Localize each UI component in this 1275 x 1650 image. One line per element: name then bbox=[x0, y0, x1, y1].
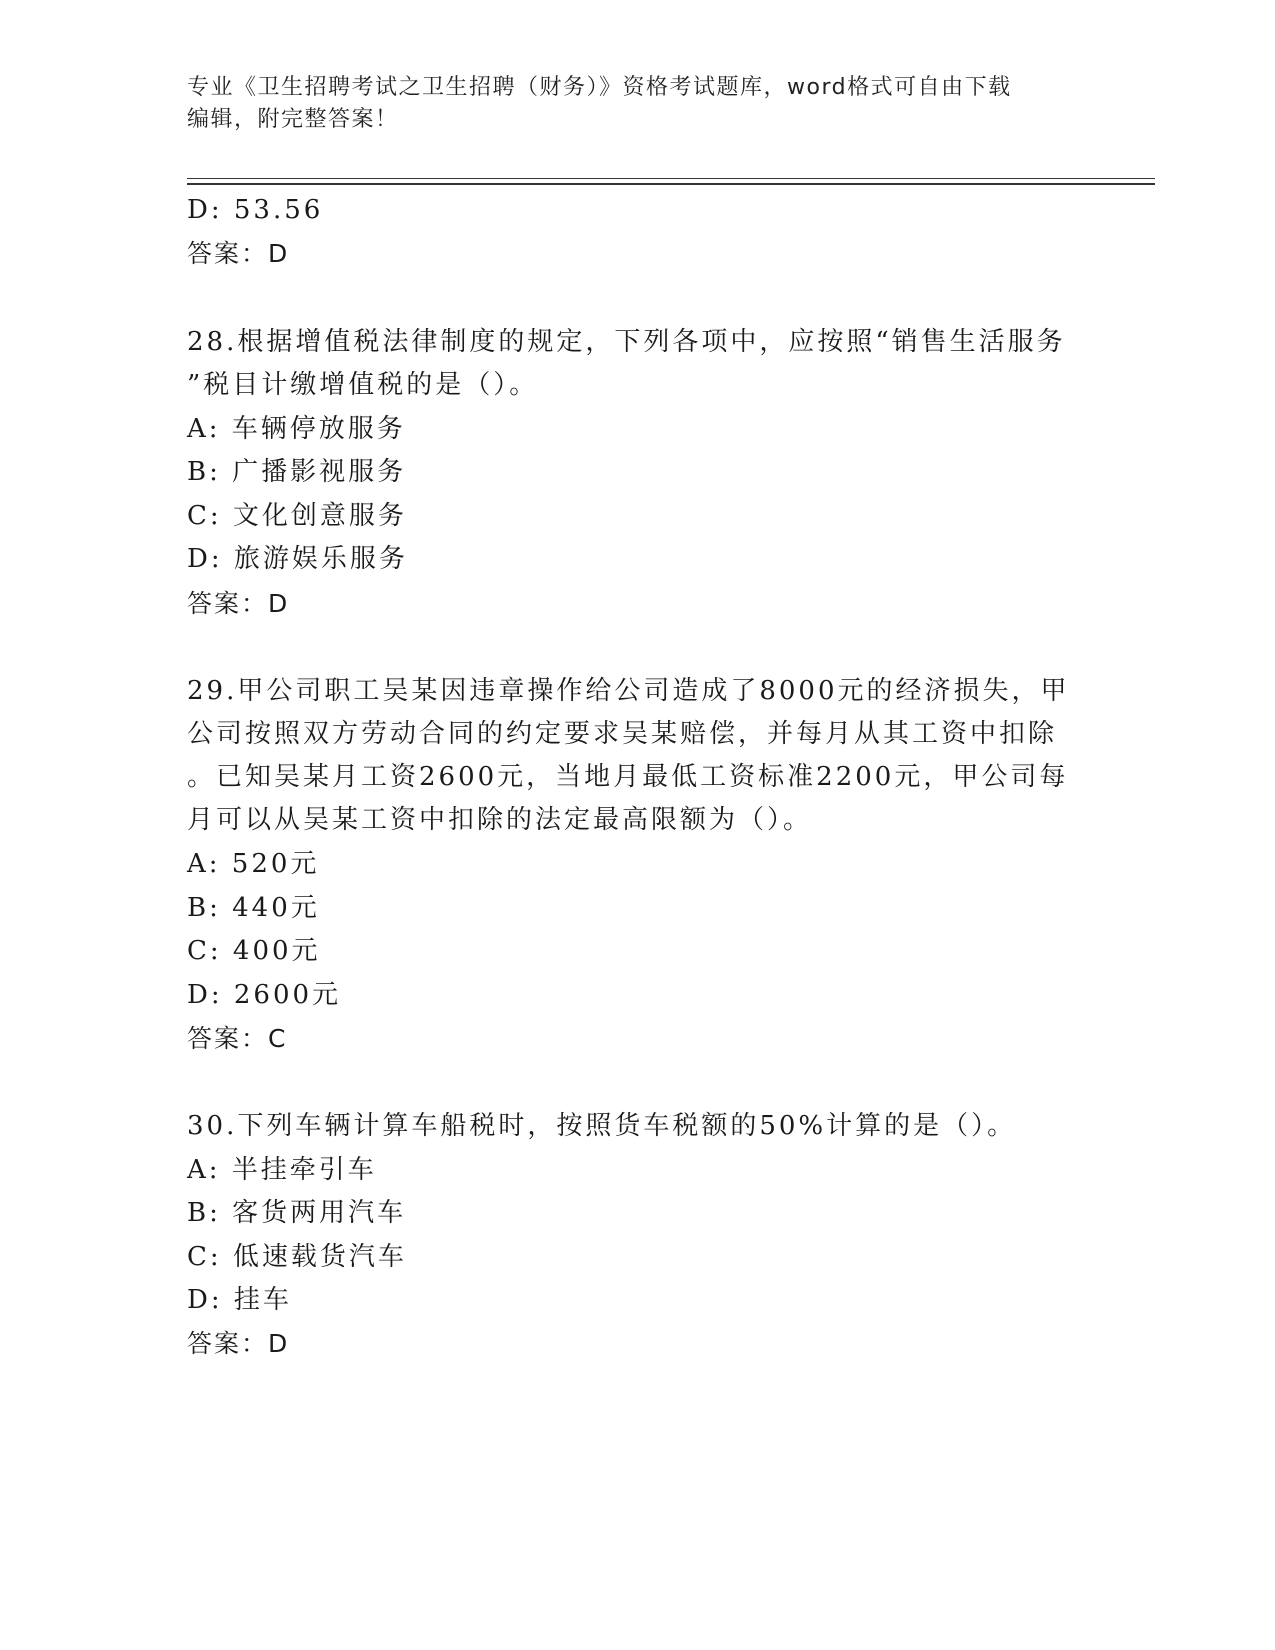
header-line-1: 专业《卫生招聘考试之卫生招聘（财务）》资格考试题库，word格式可自由下载 bbox=[187, 75, 1012, 100]
q29-option-a: A: 520元 bbox=[187, 849, 320, 879]
header-divider-thick bbox=[187, 183, 1155, 185]
prev-option-d: D: 53.56 bbox=[187, 195, 324, 225]
q30-option-c: C: 低速载货汽车 bbox=[187, 1242, 407, 1272]
q30-option-b: B: 客货两用汽车 bbox=[187, 1198, 407, 1228]
q28-option-c: C: 文化创意服务 bbox=[187, 501, 407, 531]
q29-stem-line-1: 29.甲公司职工吴某因违章操作给公司造成了8000元的经济损失，甲 bbox=[187, 676, 1070, 706]
q30-stem-line-1: 30.下列车辆计算车船税时，按照货车税额的50%计算的是（）。 bbox=[187, 1111, 1017, 1141]
q29-option-c: C: 400元 bbox=[187, 936, 321, 966]
q28-answer: 答案：D bbox=[187, 589, 290, 618]
q30-option-d: D: 挂车 bbox=[187, 1285, 292, 1315]
q28-option-b: B: 广播影视服务 bbox=[187, 457, 407, 487]
q30-option-a: A: 半挂牵引车 bbox=[187, 1155, 377, 1185]
q29-stem-line-2: 公司按照双方劳动合同的约定要求吴某赔偿，并每月从其工资中扣除 bbox=[187, 719, 1058, 749]
q30-answer: 答案：D bbox=[187, 1329, 290, 1358]
q28-option-d: D: 旅游娱乐服务 bbox=[187, 544, 408, 574]
q29-option-b: B: 440元 bbox=[187, 893, 320, 923]
q29-option-d: D: 2600元 bbox=[187, 980, 342, 1010]
header-divider-thin bbox=[187, 178, 1155, 179]
q29-stem-line-4: 月可以从吴某工资中扣除的法定最高限额为（）。 bbox=[187, 805, 813, 835]
q29-answer: 答案：C bbox=[187, 1024, 288, 1053]
q28-option-a: A: 车辆停放服务 bbox=[187, 414, 406, 444]
document-header bbox=[187, 72, 1067, 136]
q28-stem-line-2: ”税目计缴增值税的是（）。 bbox=[187, 370, 539, 400]
prev-answer: 答案：D bbox=[187, 239, 290, 268]
q28-stem-line-1: 28.根据增值税法律制度的规定，下列各项中，应按照“销售生活服务 bbox=[187, 327, 1066, 357]
header-line-2: 编辑，附完整答案！ bbox=[187, 107, 399, 132]
q29-stem-line-3: 。已知吴某月工资2600元，当地月最低工资标准2200元，甲公司每 bbox=[187, 762, 1069, 792]
